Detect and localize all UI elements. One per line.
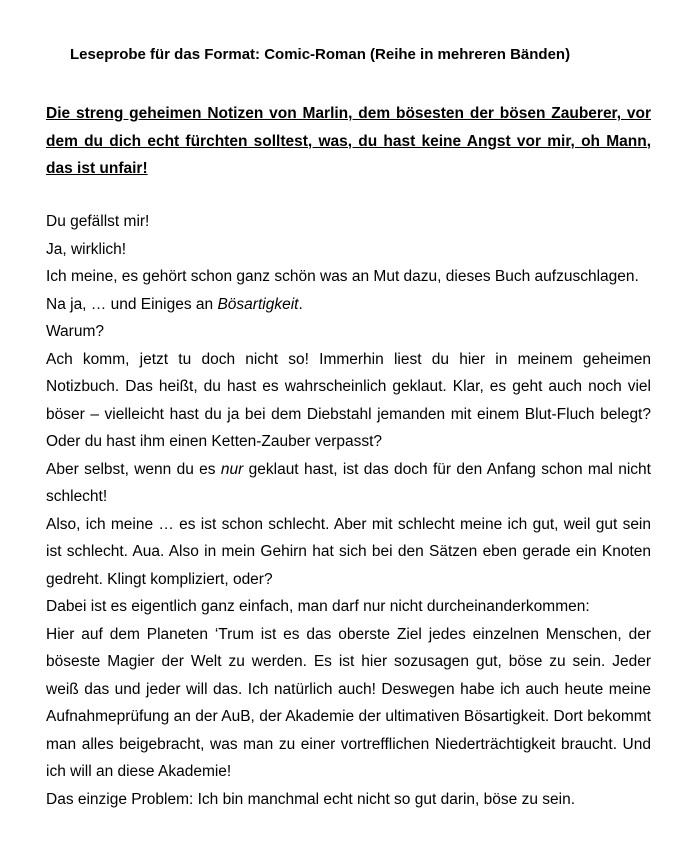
- paragraph: [46, 456, 651, 511]
- paragraph-text: Na ja, … und Einiges an: [46, 295, 218, 313]
- emphasis-text: nur: [220, 460, 244, 478]
- document-heading: Leseprobe für das Format: Comic-Roman (Reihe in mehreren Bänden): [70, 46, 571, 63]
- document-subtitle: Die streng geheimen Notizen von Marlin, dem bösesten der bösen Zauberer, vor dem du dich echt fürchten solltest, was, du hast keine Angst vor mir, oh Mann, das ist unfair!: [46, 105, 651, 177]
- paragraph: Also, ich meine … es ist schon schlecht. Aber mit schlecht meine ich gut, weil gut sein ist schlecht. Aua. Also in mein Gehirn hat sich bei den Sätzen eben gerade ein Knoten gedreht. Klingt kompliziert, oder?: [46, 515, 651, 588]
- emphasis-text: Bösartigkeit: [217, 295, 299, 313]
- paragraph-text: Aber selbst, wenn du es: [46, 460, 221, 478]
- paragraph-text: geklaut hast, ist das doch für den Anfang schon mal nicht schlecht!: [46, 460, 651, 505]
- paragraph: Warum?: [46, 323, 104, 340]
- paragraph: Hier auf dem Planeten ‘Trum ist es das oberste Ziel jedes einzelnen Menschen, der böseste Magier der Welt zu werden. Es ist hier sozusagen gut, böse zu sein. Jeder weiß das und jeder will das. Ich natürlich auch! Deswegen habe ich auch heute meine Aufnahmeprüfung an der AuB, der Akademie der ultimativen Bösartigkeit. Dort bekommt man alles beigebracht, was man zu einer vortrefflichen Niederträchtigkeit braucht. Und ich will an diese Akademie!: [46, 625, 651, 780]
- paragraph: [46, 291, 651, 319]
- paragraph: Ich meine, es gehört schon ganz schön was an Mut dazu, dieses Buch aufzuschlagen.: [46, 268, 639, 285]
- paragraph-text: .: [298, 295, 303, 313]
- paragraph: Du gefällst mir!: [46, 213, 150, 230]
- paragraph: Ja, wirklich!: [46, 240, 127, 258]
- document-body: [46, 208, 651, 813]
- paragraph: Das einzige Problem: Ich bin manchmal echt nicht so gut darin, böse zu sein.: [46, 790, 575, 808]
- paragraph: Ach komm, jetzt tu doch nicht so! Immerhin liest du hier in meinem geheimen Notizbuch. Das heißt, du hast es wahrscheinlich geklaut. Klar, es geht auch noch viel böser – vielleicht hast du ja bei dem Diebstahl jemanden mit einem Blut-Fluch belegt? Oder du hast ihm einen Ketten-Zauber verpasst?: [46, 350, 651, 450]
- paragraph: Dabei ist es eigentlich ganz einfach, man darf nur nicht durcheinanderkommen:: [46, 598, 590, 615]
